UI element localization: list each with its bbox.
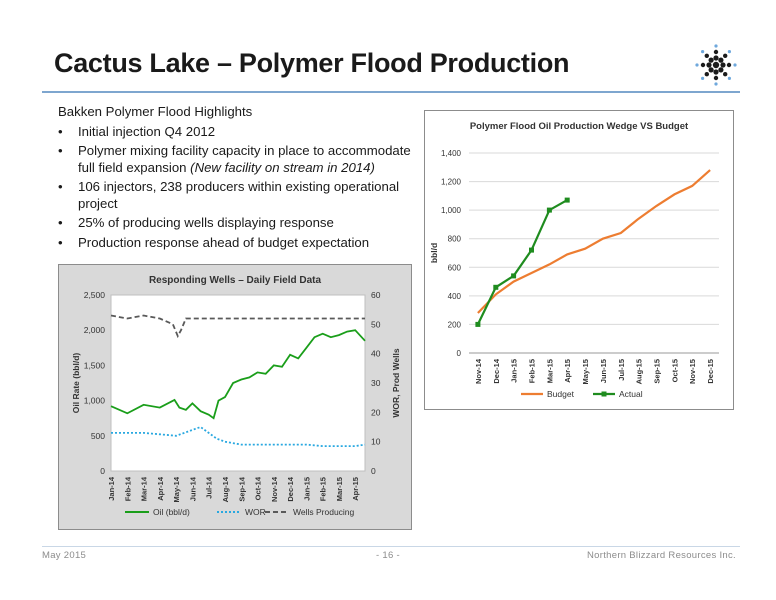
logo-dot (720, 62, 725, 67)
data-point (547, 208, 552, 213)
highlight-text: Production response ahead of budget expectation (78, 234, 370, 250)
daily-field-chart (58, 264, 412, 530)
y2-tick-label: 50 (371, 319, 381, 330)
data-point (475, 322, 480, 327)
y2-tick-label: 20 (371, 407, 381, 418)
x-tick-label: Jan-15 (302, 477, 312, 501)
logo-dot (705, 54, 709, 58)
y-tick-label: 1,000 (83, 395, 105, 406)
logo-dot (695, 63, 698, 66)
x-tick-label: Dec-14 (491, 359, 501, 384)
x-tick-label: Mar-14 (139, 477, 149, 502)
x-tick-label: Feb-14 (123, 477, 133, 502)
x-tick-label: May-14 (172, 477, 182, 503)
logo-dot (701, 63, 705, 67)
x-tick-label: Jan-14 (107, 477, 116, 501)
logo-dot (701, 77, 704, 80)
data-point (529, 248, 534, 253)
y-tick-label: 1,200 (440, 177, 461, 187)
y2-tick-label: 30 (371, 378, 381, 388)
x-tick-label: Mar-15 (334, 477, 344, 502)
y-axis-label: Oil Rate (bbl/d) (71, 352, 81, 414)
x-tick-label: Jul-14 (204, 477, 214, 499)
logo-dot (709, 58, 714, 63)
logo-dot (714, 76, 718, 80)
data-point (511, 273, 516, 278)
x-tick-label: Apr-14 (155, 477, 165, 501)
highlight-item (58, 143, 418, 176)
highlight-note: (New facility on stream in 2014) (190, 159, 375, 175)
logo-dot (718, 67, 723, 72)
logo-dot (723, 54, 727, 58)
highlight-text: 25% of producing wells displaying response (78, 215, 334, 230)
legend-label: Wells Producing (293, 507, 355, 517)
legend-label: Budget (547, 389, 574, 399)
logo-dot (714, 44, 717, 47)
series-line (478, 170, 710, 313)
y-tick-label: 0 (456, 349, 461, 358)
x-tick-label: Dec-14 (286, 477, 296, 502)
x-tick-label: Dec-15 (706, 359, 716, 384)
data-point (493, 285, 498, 290)
x-tick-label: Nov-14 (473, 359, 483, 385)
x-tick-label: Feb-15 (318, 477, 328, 502)
wedge-vs-budget-chart (424, 110, 734, 410)
y-tick-label: 2,000 (83, 325, 105, 336)
y-tick-label: 1,500 (83, 360, 105, 371)
logo-dot (733, 63, 736, 66)
x-tick-label: May-15 (581, 359, 591, 385)
y-tick-label: 1,400 (440, 149, 461, 158)
highlights-panel (58, 104, 418, 254)
legend-marker (602, 392, 607, 397)
x-tick-label: Jun-15 (598, 359, 608, 384)
x-tick-label: Sep-15 (652, 359, 662, 384)
logo-dot (727, 63, 731, 67)
x-tick-label: Apr-15 (563, 359, 573, 383)
x-tick-label: Jul-15 (616, 359, 626, 381)
logo-dot (706, 62, 711, 67)
x-tick-label: Sep-14 (237, 477, 247, 502)
logo-dot (723, 72, 727, 76)
y2-axis-label: WOR, Prod Wells (391, 348, 401, 418)
y-tick-label: 800 (447, 234, 461, 244)
x-tick-label: Feb-15 (527, 359, 537, 384)
logo-dot (705, 72, 709, 76)
logo-dot (713, 69, 718, 74)
y-tick-label: 200 (447, 320, 461, 330)
daily-field-chart-svg (59, 265, 411, 529)
y2-tick-label: 40 (371, 348, 381, 359)
x-tick-label: Aug-14 (220, 477, 230, 503)
x-tick-label: Oct-15 (670, 359, 680, 383)
highlight-item (58, 179, 418, 212)
x-tick-label: Oct-14 (253, 477, 263, 501)
legend-label: WOR (245, 507, 266, 517)
y-tick-label: 500 (90, 430, 105, 441)
x-tick-label: Mar-15 (545, 359, 555, 384)
logo-dot (714, 50, 718, 54)
logo-dot (713, 62, 719, 68)
highlight-item (58, 235, 418, 252)
chart-title: Responding Wells – Daily Field Data (148, 275, 322, 286)
y-tick-label: 400 (447, 291, 461, 301)
highlight-item (58, 215, 418, 232)
highlight-item (58, 124, 418, 141)
logo-dot (718, 58, 723, 63)
x-tick-label: Jun-14 (188, 477, 198, 502)
x-tick-label: Nov-14 (269, 477, 279, 503)
highlights-title: Bakken Polymer Flood Highlights (58, 104, 253, 119)
logo-dot (701, 50, 704, 53)
highlight-text: Initial injection Q4 2012 (78, 123, 216, 139)
y-tick-label: 600 (447, 263, 461, 273)
x-tick-label: Jan-15 (509, 359, 519, 383)
chart-title: Polymer Flood Oil Production Wedge VS Budget (469, 121, 689, 132)
highlight-text: Polymer mixing facility capacity in place to accommodate full field expansion (78, 143, 411, 175)
logo-dot (714, 82, 717, 85)
footer-company: Northern Blizzard Resources Inc. (587, 550, 736, 561)
legend-label: Oil (bbl/d) (153, 507, 190, 517)
logo-dot (728, 50, 731, 53)
y-tick-label: 1,000 (440, 206, 461, 216)
wedge-vs-budget-chart-svg (425, 111, 733, 409)
title-divider (42, 91, 740, 93)
y2-tick-label: 60 (371, 290, 381, 300)
logo-dot (713, 55, 718, 60)
slide-title: Cactus Lake – Polymer Flood Production (54, 48, 570, 78)
y-axis-label: bbl/d (429, 242, 439, 264)
x-tick-label: Nov-15 (688, 359, 698, 385)
legend-label: Actual (619, 389, 643, 399)
highlight-text: 106 injectors, 238 producers within existing operational project (78, 179, 400, 211)
y2-tick-label: 0 (371, 466, 376, 476)
snowflake-logo-icon (688, 40, 744, 90)
footer-date: May 2015 (42, 550, 87, 561)
x-tick-label: Apr-15 (351, 477, 361, 501)
logo-dot (728, 77, 731, 80)
footer-divider (42, 546, 740, 547)
logo-dot (709, 67, 714, 72)
x-tick-label: Aug-15 (634, 359, 644, 385)
highlights-list (58, 124, 418, 252)
data-point (565, 198, 570, 203)
y-tick-label: 0 (100, 466, 105, 476)
y2-tick-label: 10 (371, 436, 381, 447)
y-tick-label: 2,500 (83, 290, 105, 300)
footer-page-number: - 16 - (376, 550, 400, 561)
